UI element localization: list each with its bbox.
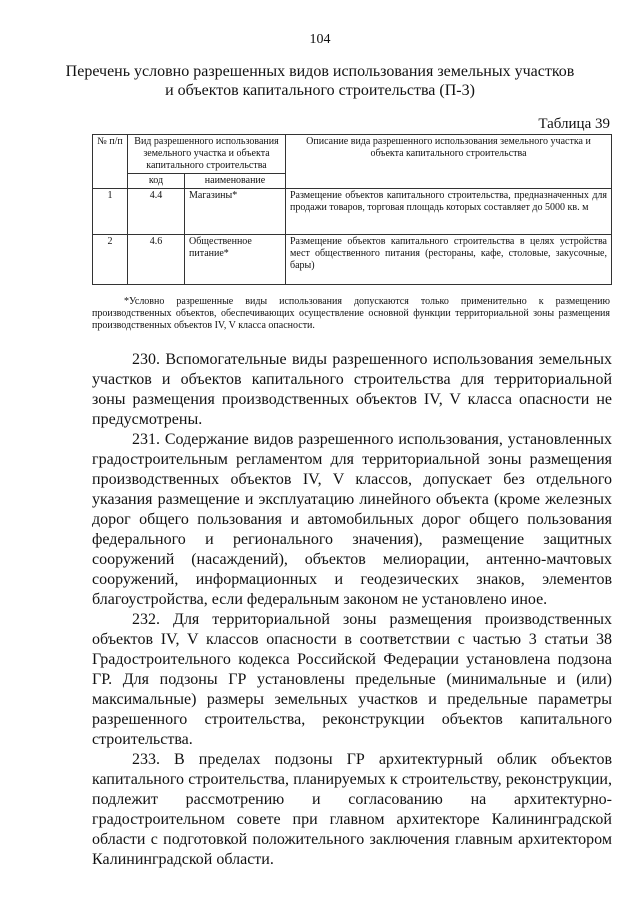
- page-number: 104: [309, 32, 331, 47]
- row-code: 4.6: [128, 235, 185, 285]
- paragraph-232: 232. Для территориальной зоны размещения производственных объектов IV, V классов опасности в соответствии с частью 3 статьи 38 Градостроительного кодекса Российской Федерации установлена подзона ГР. Для подзоны ГР установлены предельные (минимальные и (или) максимальные) размеры земельных участков и предельные параметры разрешенного строительства, реконструкции объектов капитального строительства.: [92, 611, 612, 748]
- paragraph-230: 230. Вспомогательные виды разрешенного использования земельных участков и объектов капитального строительства для территориальной зоны размещения производственных объектов IV, V класса опасности не предусмотрены.: [92, 351, 612, 428]
- row-name: Общественное питание*: [185, 235, 286, 285]
- row-name: Магазины*: [185, 189, 286, 235]
- table-row: [93, 189, 612, 235]
- paragraph-233: 233. В пределах подзоны ГР архитектурный облик объектов капитального строительства, планируемых к строительству, реконструкции, подлежит рассмотрению и согласованию на архитектурно-градостроительном совете при главном архитекторе Калининградской области с подготовкой положительного заключения главным архитектором Калининградской области.: [92, 751, 612, 868]
- row-description: Размещение объектов капитального строительства в целях устройства мест общественного питания (рестораны, кафе, столовые, закусочные, бары): [286, 235, 612, 285]
- permitted-uses-table: [92, 134, 612, 285]
- row-num: 2: [93, 235, 128, 285]
- header-kind: Вид разрешенного использования земельного участка и объекта капитального строительства: [128, 135, 286, 174]
- row-num: 1: [93, 189, 128, 235]
- title-line-1: Перечень условно разрешенных видов использования земельных участков: [65, 63, 575, 80]
- row-description: Размещение объектов капитального строительства, предназначенных для продажи товаров, торговая площадь которых составляет до 5000 кв. м: [286, 189, 612, 235]
- footnote: *Условно разрешенные виды использования допускаются только применительно к размещению производственных объектов, обеспечивающих осуществление основной функции территориальной зоны размещения производственных объектов IV, V класса опасности.: [92, 296, 610, 331]
- title-line-2: и объектов капитального строительства (П-3): [165, 82, 475, 99]
- paragraph-231: 231. Содержание видов разрешенного использования, установленных градостроительным регламентом для территориальной зоны размещения производственных объектов IV, V классов, допускает без отдельного указания размещение и эксплуатацию линейного объекта (кроме железных дорог общего пользования и автомобильных дорог общего пользования федерального и регионального значения), размещение защитных сооружений (насаждений), объектов мелиорации, антенно-мачтовых сооружений, информационных и геодезических знаков, элементов благоустройства, если федеральным законом не установлено иное.: [92, 431, 612, 608]
- header-description: Описание вида разрешенного использования земельного участка и объекта капитального строительства: [286, 135, 612, 189]
- table-header-row: [93, 135, 612, 174]
- page-title: [60, 62, 580, 100]
- body-text: [92, 350, 612, 870]
- table-row: [93, 235, 612, 285]
- table-label: Таблица 39: [538, 116, 610, 132]
- header-code: код: [128, 174, 185, 189]
- row-code: 4.4: [128, 189, 185, 235]
- header-name: наименование: [185, 174, 286, 189]
- header-num: № п/п: [93, 135, 128, 189]
